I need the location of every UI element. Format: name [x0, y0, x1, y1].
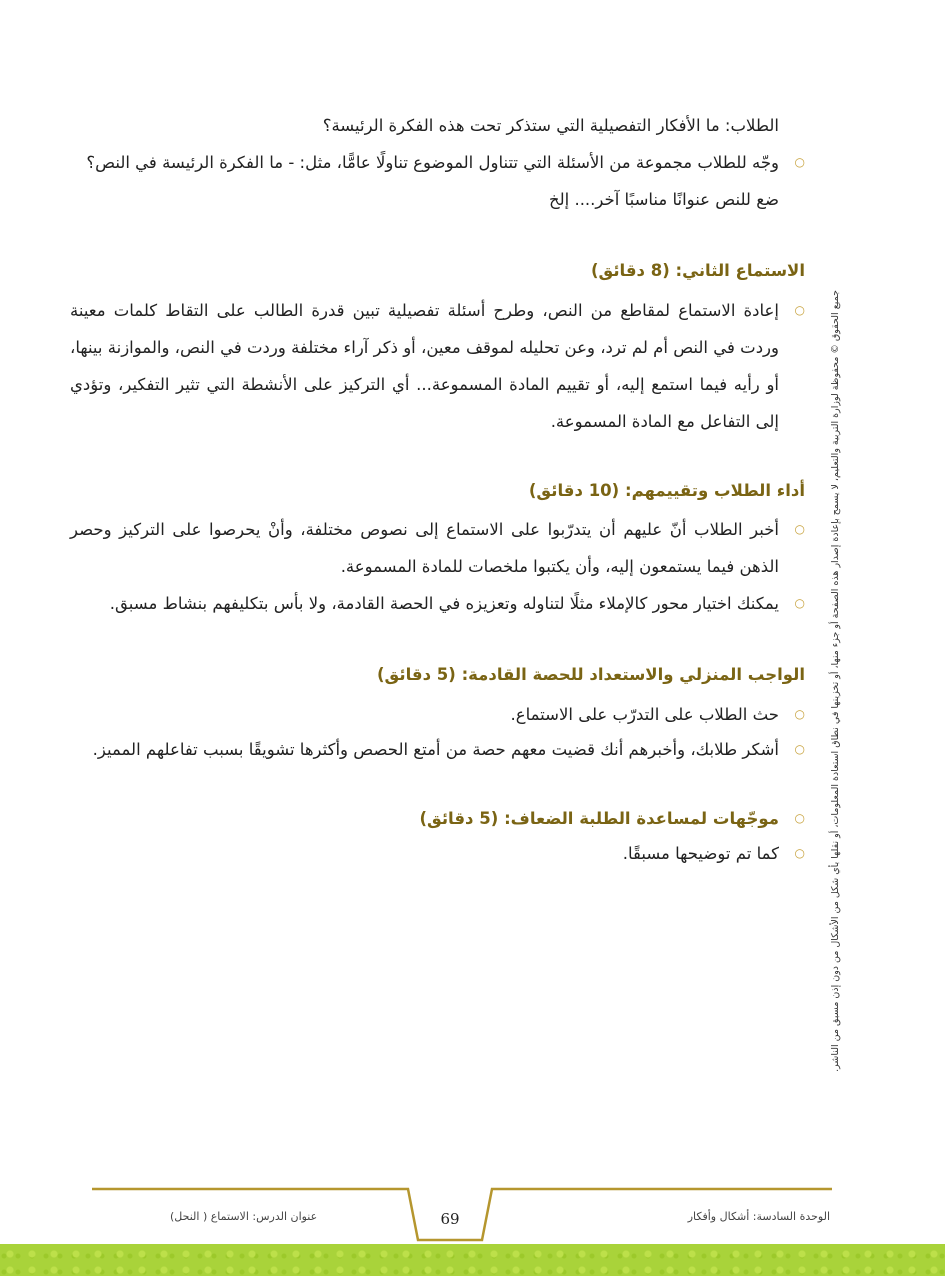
section4-bullet-2	[70, 731, 805, 768]
heading-title: الاستماع الثاني:	[675, 261, 805, 280]
bullet-circle-icon: ○	[794, 742, 805, 756]
section4-bullet-text: حث الطلاب على التدرّب على الاستماع.	[510, 705, 779, 724]
bullet-circle-icon: ○	[794, 522, 805, 536]
section-heading-homework	[377, 660, 805, 690]
heading-duration: (10 دقائق)	[528, 481, 620, 500]
bullet-circle-icon: ○	[794, 846, 805, 860]
intro-bullet	[70, 144, 805, 218]
footer-unit-title: الوحدة السادسة: أشكال وأفكار	[687, 1210, 830, 1223]
bullet-circle-icon: ○	[794, 811, 805, 825]
section-heading-weak-students	[70, 800, 779, 837]
heading-title: أداء الطلاب وتقييمهم:	[624, 481, 805, 500]
section4-bullet-1	[70, 696, 805, 733]
heading-duration: (8 دقائق)	[590, 261, 670, 280]
intro-text: الطلاب: ما الأفكار التفصيلية التي ستذكر تحت هذه الفكرة الرئيسة؟	[322, 116, 779, 135]
section-heading-performance	[529, 476, 805, 506]
intro-bullet-line2: ضع للنص عنوانًا مناسبًا آخر.... إلخ	[548, 190, 779, 209]
heading-duration: (5 دقائق)	[376, 665, 456, 684]
section4-bullet-text: أشكر طلابك، وأخبرهم أنك قضيت معهم حصة من أمتع الحصص وأكثرها تشويقًا بسبب تفاعلهم المميز.	[92, 740, 779, 759]
heading-duration: (5 دقائق)	[419, 809, 499, 828]
footer-lesson-title: عنوان الدرس: الاستماع ( النحل)	[170, 1210, 318, 1223]
page-number: 69	[440, 1210, 460, 1228]
section5-bullet-1	[70, 835, 805, 872]
intro-line	[70, 107, 805, 144]
section2-bullet	[70, 292, 805, 440]
section5-bullet-text: كما تم توضيحها مسبقًا.	[622, 844, 779, 863]
section3-bullet-text: يمكنك اختيار محور كالإملاء مثلًا لتناوله وتعزيزه في الحصة القادمة، ولا بأس بتكليفهم بنشاط مسبق.	[109, 594, 779, 613]
bullet-circle-icon: ○	[794, 155, 805, 169]
intro-bullet-text	[70, 144, 779, 218]
section2-bullet-text: إعادة الاستماع لمقاطع من النص، وطرح أسئلة تفصيلية تبين قدرة الطالب على التقاط كلمات معينة وردت في النص أم لم ترد، وعن تحليله لموقف معين، أو ذكر آراء مختلفة وردت في النص، والموازنة بينها، أو رأيه فيما استمع إليه، أو تقييم المادة المسموعة... أي التركيز على الأنشطة التي تثير التفكير، وتؤدي إلى التفاعل مع المادة المسموعة.	[70, 301, 779, 431]
heading-title: الواجب المنزلي والاستعداد للحصة القادمة:	[461, 665, 805, 684]
section3-bullet-text: أخبر الطلاب أنّ عليهم أن يتدرّبوا على الاستماع إلى نصوص مختلفة، وأنْ يحرصوا على التركيز وحصر الذهن فيما يستمعون إليه، وأن يكتبوا ملخصات للمادة المسموعة.	[70, 520, 779, 576]
section3-bullet-2	[70, 585, 805, 622]
bullet-circle-icon: ○	[794, 303, 805, 317]
section-heading-second-listening	[591, 256, 805, 286]
section3-bullet-1	[70, 511, 805, 585]
bullet-circle-icon: ○	[794, 596, 805, 610]
copyright-side-note: جميع الحقوق © محفوظة لوزارة التربية والتعليم، لا يسمح بإعادة إصدار هذه الصفحة أو جزء منها، أو تخزينها في نطاق استعادة المعلومات، أو نقلها بأي شكل من الأشكال من دون إذن مسبق من الناشر.	[830, 290, 841, 1072]
section5-heading-row	[70, 800, 805, 837]
bullet-circle-icon: ○	[794, 707, 805, 721]
intro-bullet-line1: وجّه للطلاب مجموعة من الأسئلة التي تتناول الموضوع تناولًا عامًّا، مثل: - ما الفكرة الرئيسة في النص؟	[86, 153, 779, 172]
heading-title: موجّهات لمساعدة الطلبة الضعاف:	[504, 809, 779, 828]
decorative-green-band	[0, 1244, 945, 1276]
